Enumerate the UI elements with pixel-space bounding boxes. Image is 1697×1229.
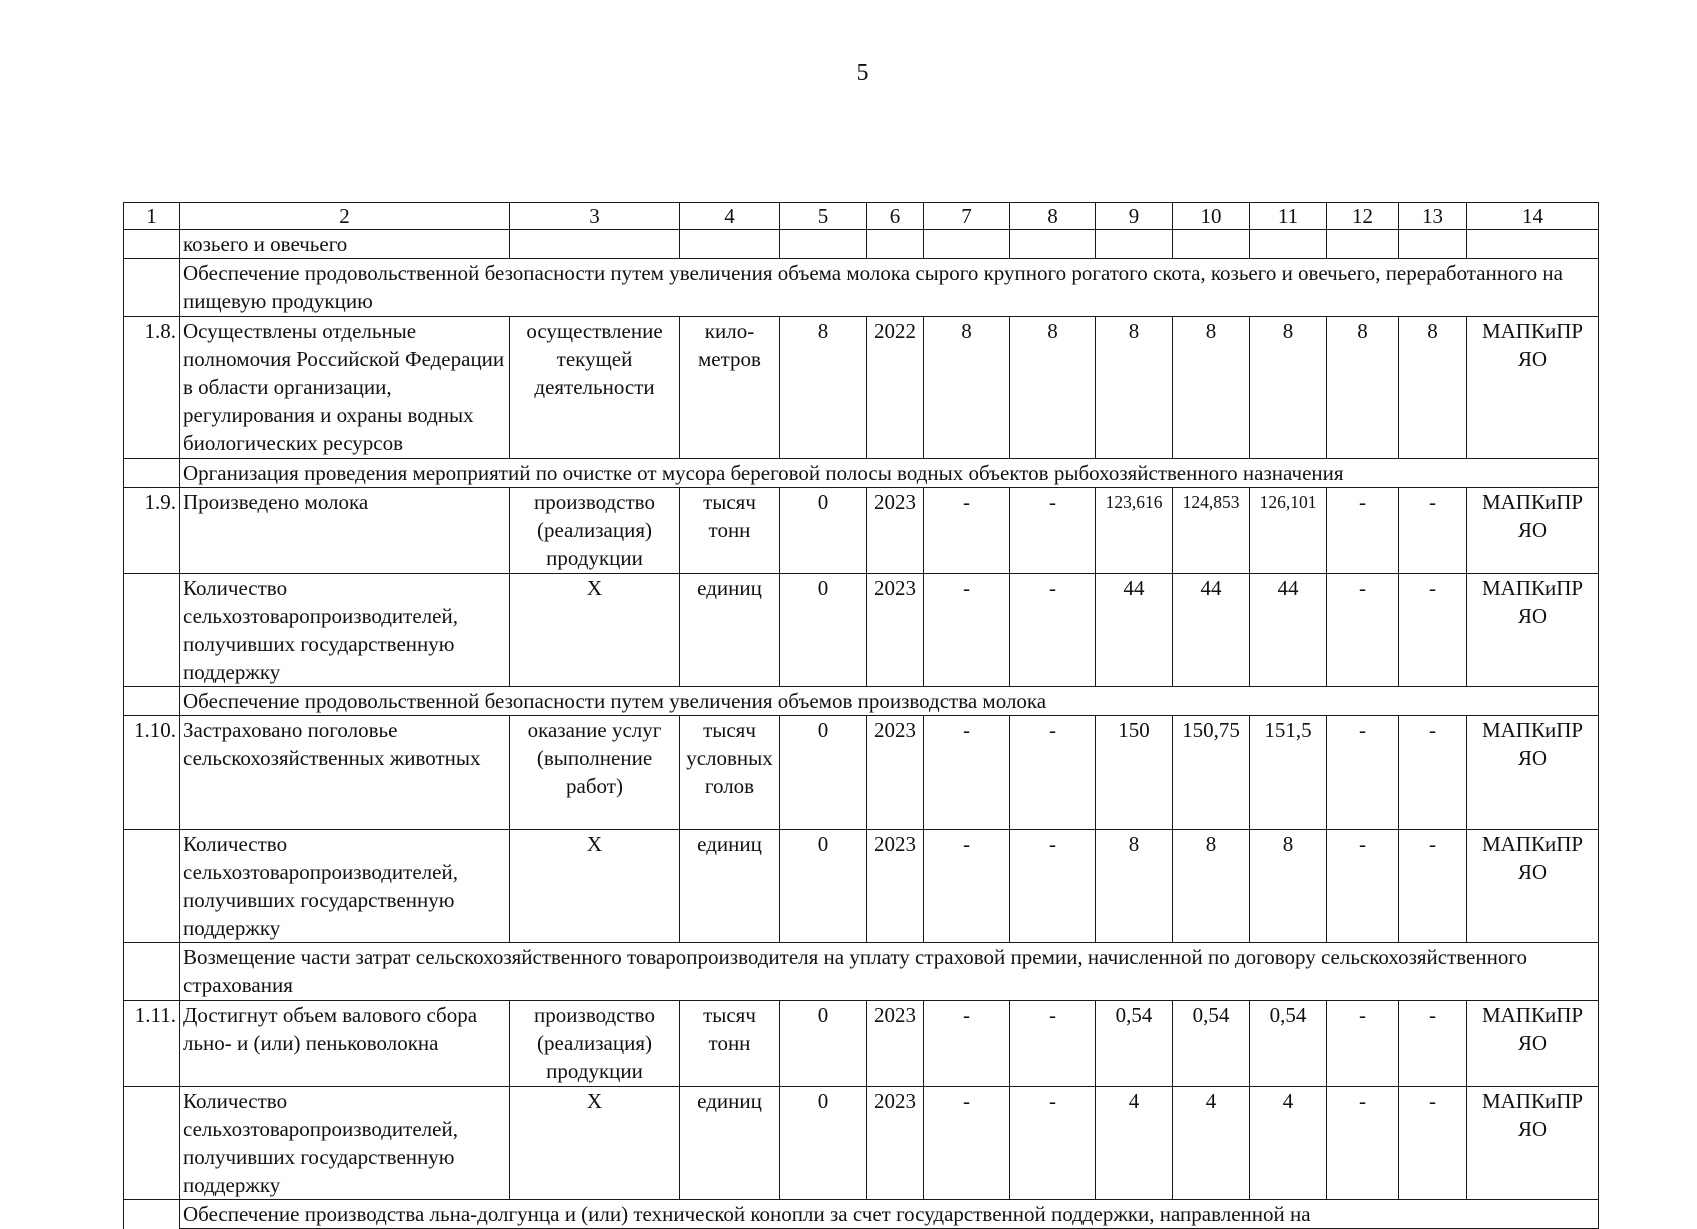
table-cell: Возмещение части затрат сельскохозяйственного товаропроизводителя на уплату страховой премии, начисленной по договору сельскохозяйственного страхования <box>180 943 1599 1001</box>
table-cell <box>124 830 180 943</box>
header-cell: 1 <box>124 203 180 230</box>
table-cell: тысяч тонн <box>680 1001 780 1087</box>
header-cell: 7 <box>924 203 1010 230</box>
table-cell: оказание услуг (выполнение работ) <box>510 716 680 830</box>
table-cell: 8 <box>1173 317 1250 459</box>
section-description-row <box>124 943 1599 1001</box>
table-cell: 8 <box>1010 317 1096 459</box>
table-cell: 123,616 <box>1096 488 1173 574</box>
table-cell: 2022 <box>867 317 924 459</box>
table-cell: Осуществлены отдельные полномочия Российской Федерации в области организации, регулирования и охраны водных биологических ресурсов <box>180 317 510 459</box>
table-cell: Количество сельхозтоваропроизводителей, получивших государственную поддержку <box>180 574 510 687</box>
table-cell: 0 <box>780 1001 867 1087</box>
header-cell: 3 <box>510 203 680 230</box>
section-description-row <box>124 1200 1599 1229</box>
table-cell: 2023 <box>867 716 924 830</box>
table-row <box>124 716 1599 830</box>
table-cell: производство (реализация) продукции <box>510 488 680 574</box>
table-cell: 4 <box>1096 1087 1173 1200</box>
table-cell: - <box>1010 830 1096 943</box>
table-row <box>124 1001 1599 1087</box>
table-cell <box>780 230 867 259</box>
table-cell: 8 <box>1250 830 1327 943</box>
table-cell <box>1010 230 1096 259</box>
table-cell: МАПКиПР ЯО <box>1467 317 1599 459</box>
table-cell: - <box>1010 716 1096 830</box>
table-cell: 4 <box>1173 1087 1250 1200</box>
section-description-row <box>124 259 1599 317</box>
table-cell: 150 <box>1096 716 1173 830</box>
table-cell: - <box>1399 488 1467 574</box>
section-description-row <box>124 459 1599 488</box>
table-cell: 8 <box>1096 317 1173 459</box>
table-cell: 2023 <box>867 1087 924 1200</box>
table-cell: - <box>1327 716 1399 830</box>
table-cell <box>124 230 180 259</box>
table-cell: - <box>924 488 1010 574</box>
table-cell: - <box>924 1087 1010 1200</box>
header-cell: 5 <box>780 203 867 230</box>
table-cell <box>924 230 1010 259</box>
table-row <box>124 574 1599 687</box>
table-cell: 44 <box>1173 574 1250 687</box>
table-cell <box>124 1200 180 1229</box>
table-cell: Застраховано поголовье сельскохозяйственных животных <box>180 716 510 830</box>
table-cell: - <box>1399 830 1467 943</box>
table-cell: 0,54 <box>1250 1001 1327 1087</box>
table-cell: 8 <box>1250 317 1327 459</box>
table-cell: Произведено молока <box>180 488 510 574</box>
table-cell: Обеспечение продовольственной безопасности путем увеличения объема молока сырого крупного рогатого скота, козьего и овечьего, переработанного на пищевую продукцию <box>180 259 1599 317</box>
indicators-table <box>123 202 1599 1229</box>
table-cell: - <box>1327 1001 1399 1087</box>
table-cell: тысяч тонн <box>680 488 780 574</box>
table-cell: 150,75 <box>1173 716 1250 830</box>
table-cell <box>1173 230 1250 259</box>
table-cell <box>124 459 180 488</box>
table-cell: 2023 <box>867 1001 924 1087</box>
table-cell: 1.9. <box>124 488 180 574</box>
header-cell: 8 <box>1010 203 1096 230</box>
table-cell: - <box>924 716 1010 830</box>
table-cell: тысяч условных голов <box>680 716 780 830</box>
table-cell: Количество сельхозтоваропроизводителей, получивших государственную поддержку <box>180 830 510 943</box>
table-cell: 1.8. <box>124 317 180 459</box>
table-cell: - <box>1399 716 1467 830</box>
table-cell: 126,101 <box>1250 488 1327 574</box>
continuation-row <box>124 230 1599 259</box>
table-cell: 2023 <box>867 574 924 687</box>
table-cell: - <box>924 1001 1010 1087</box>
page-number: 5 <box>856 60 869 86</box>
table-cell <box>1250 230 1327 259</box>
table-cell: Организация проведения мероприятий по очистке от мусора береговой полосы водных объектов рыбохозяйственного назначения <box>180 459 1599 488</box>
table-cell: 44 <box>1250 574 1327 687</box>
table-cell: - <box>1327 488 1399 574</box>
table-cell <box>1096 230 1173 259</box>
header-cell: 11 <box>1250 203 1327 230</box>
table-cell <box>124 1087 180 1200</box>
table-cell: производство (реализация) продукции <box>510 1001 680 1087</box>
header-cell: 10 <box>1173 203 1250 230</box>
table-cell: - <box>1399 1087 1467 1200</box>
table-cell: 2023 <box>867 488 924 574</box>
table-cell: осуществление текущей деятельности <box>510 317 680 459</box>
header-cell: 4 <box>680 203 780 230</box>
table-cell: Достигнут объем валового сбора льно- и (или) пеньковолокна <box>180 1001 510 1087</box>
table-cell: 2023 <box>867 830 924 943</box>
table-cell: - <box>924 830 1010 943</box>
table-cell: МАПКиПР ЯО <box>1467 1001 1599 1087</box>
table-cell: Х <box>510 830 680 943</box>
header-cell: 9 <box>1096 203 1173 230</box>
table-cell <box>124 943 180 1001</box>
table-cell: 8 <box>1327 317 1399 459</box>
table-cell: единиц <box>680 1087 780 1200</box>
table-cell: 0,54 <box>1096 1001 1173 1087</box>
table-cell: 0 <box>780 1087 867 1200</box>
table-cell: МАПКиПР ЯО <box>1467 716 1599 830</box>
table-cell <box>867 230 924 259</box>
table-cell <box>1327 230 1399 259</box>
table-cell <box>1399 230 1467 259</box>
table-cell: 0 <box>780 716 867 830</box>
header-cell: 12 <box>1327 203 1399 230</box>
table-cell <box>124 259 180 317</box>
table-cell: козьего и овечьего <box>180 230 510 259</box>
table-cell: 151,5 <box>1250 716 1327 830</box>
table-cell: Количество сельхозтоваропроизводителей, получивших государственную поддержку <box>180 1087 510 1200</box>
table-cell: единиц <box>680 574 780 687</box>
table-cell: 8 <box>1096 830 1173 943</box>
table-cell: МАПКиПР ЯО <box>1467 488 1599 574</box>
table-cell: 1.11. <box>124 1001 180 1087</box>
table-cell: единиц <box>680 830 780 943</box>
table-cell: - <box>1010 1001 1096 1087</box>
table-cell <box>680 230 780 259</box>
header-cell: 13 <box>1399 203 1467 230</box>
table-row <box>124 830 1599 943</box>
table-cell: МАПКиПР ЯО <box>1467 1087 1599 1200</box>
table-cell <box>1467 230 1599 259</box>
table-cell: Обеспечение производства льна-долгунца и (или) технической конопли за счет государственной поддержки, направленной на <box>180 1200 1599 1229</box>
table-cell: 8 <box>780 317 867 459</box>
header-cell: 14 <box>1467 203 1599 230</box>
table-cell: 0 <box>780 830 867 943</box>
table-cell: - <box>924 574 1010 687</box>
table-cell <box>124 574 180 687</box>
table-row <box>124 488 1599 574</box>
table-cell: МАПКиПР ЯО <box>1467 830 1599 943</box>
table-cell <box>510 230 680 259</box>
table-cell: - <box>1327 1087 1399 1200</box>
table-cell: МАПКиПР ЯО <box>1467 574 1599 687</box>
table-cell: 8 <box>924 317 1010 459</box>
table-cell: - <box>1327 574 1399 687</box>
table-cell: - <box>1010 1087 1096 1200</box>
table-cell: 8 <box>1399 317 1467 459</box>
section-description-row <box>124 687 1599 716</box>
table-cell: 44 <box>1096 574 1173 687</box>
table-row <box>124 317 1599 459</box>
header-row <box>124 203 1599 230</box>
header-cell: 2 <box>180 203 510 230</box>
table-cell: 4 <box>1250 1087 1327 1200</box>
table-cell: 1.10. <box>124 716 180 830</box>
table-cell: - <box>1010 488 1096 574</box>
table-cell: 0 <box>780 488 867 574</box>
table-cell: Обеспечение продовольственной безопасности путем увеличения объемов производства молока <box>180 687 1599 716</box>
table-cell: 0,54 <box>1173 1001 1250 1087</box>
table-cell <box>124 687 180 716</box>
table-cell: 124,853 <box>1173 488 1250 574</box>
table-row <box>124 1087 1599 1200</box>
table-cell: Х <box>510 574 680 687</box>
table-cell: 0 <box>780 574 867 687</box>
table-cell: - <box>1399 1001 1467 1087</box>
table-cell: Х <box>510 1087 680 1200</box>
table-cell: 8 <box>1173 830 1250 943</box>
table-cell: кило-метров <box>680 317 780 459</box>
header-cell: 6 <box>867 203 924 230</box>
table-cell: - <box>1327 830 1399 943</box>
table-cell: - <box>1399 574 1467 687</box>
table-cell: - <box>1010 574 1096 687</box>
